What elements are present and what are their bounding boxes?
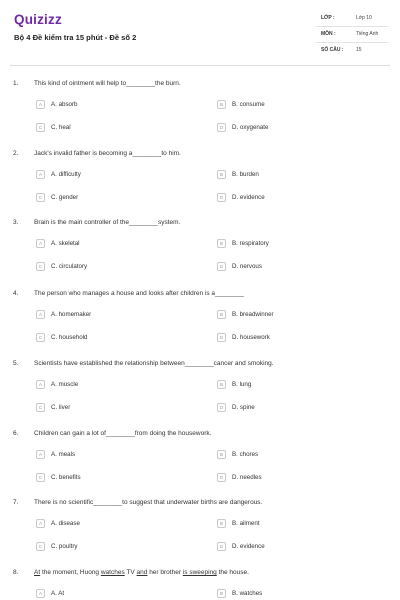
option-text: A. At [51,590,65,597]
option-letter-badge: D [217,193,226,202]
test-title: Bộ 4 Đề kiểm tra 15 phút - Đề số 2 [14,33,137,42]
option-letter-badge: C [36,262,45,271]
option-text: B. ailment [232,520,260,527]
header-divider [10,65,390,66]
option-letter-badge: A [36,589,45,598]
question-1 [0,80,400,150]
meta-value: 15 [356,47,362,53]
option-text: D. needles [232,474,262,481]
question-text: The person who manages a house and looks after children is a________ [34,290,244,297]
question-3 [0,219,400,289]
option-text: B. burden [232,171,259,178]
option-text: D. evidence [232,194,265,201]
question-6 [0,430,400,500]
option-letter-badge: C [36,473,45,482]
option-letter-badge: B [217,310,226,319]
option-letter-badge: A [36,239,45,248]
option-text: C. benefits [51,474,81,481]
option-letter-badge: B [217,239,226,248]
option-letter-badge: C [36,333,45,342]
underlined-word: At [34,569,41,576]
question-text [34,569,249,576]
option-letter-badge: C [36,403,45,412]
question-text: Children can gain a lot of________from doing the housework. [34,430,212,437]
option-text: B. chores [232,451,259,458]
option-text: A. homemaker [51,311,92,318]
option-letter-badge: B [217,170,226,179]
question-7 [0,499,400,569]
option-text: C. poultry [51,543,78,550]
meta-value: Lớp 10 [356,15,372,21]
option-letter-badge: D [217,262,226,271]
meta-row-count [316,43,388,59]
option-text: A. absorb [51,101,78,108]
question-text-part: the moment, Huong [40,569,101,576]
option-letter-badge: C [36,542,45,551]
quizizz-logo: Quizizz [14,12,62,27]
option-text: B. breadwinner [232,311,274,318]
option-text: A. difficulty [51,171,81,178]
question-text-part: her brother [147,569,183,576]
question-number: 1. [13,80,19,87]
question-number: 7. [13,499,19,506]
question-2 [0,150,400,220]
meta-table [316,11,388,59]
meta-label: MÔN : [321,31,336,37]
option-text: D. housework [232,334,270,341]
option-text: A. muscle [51,381,79,388]
option-letter-badge: D [217,473,226,482]
option-text: C. household [51,334,88,341]
question-text: This kind of ointment will help to________the burn. [34,80,181,87]
underlined-word: watches [100,569,125,576]
question-text: Brain is the main controller of the________system. [34,219,181,226]
question-5 [0,360,400,430]
option-text: C. circulatory [51,263,88,270]
option-letter-badge: B [217,380,226,389]
question-number: 2. [13,150,19,157]
question-number: 3. [13,219,19,226]
option-letter-badge: A [36,519,45,528]
option-letter-badge: A [36,100,45,109]
option-letter-badge: D [217,403,226,412]
question-number: 8. [13,569,19,576]
option-letter-badge: B [217,100,226,109]
option-text: A. disease [51,520,80,527]
option-text: B. respiratory [232,240,269,247]
option-text: D. oxygenate [232,124,269,131]
option-letter-badge: B [217,519,226,528]
question-number: 6. [13,430,19,437]
option-text: B. watches [232,590,263,597]
meta-label: SỐ CÂU : [321,47,344,53]
option-letter-badge: A [36,310,45,319]
option-letter-badge: A [36,450,45,459]
option-letter-badge: B [217,450,226,459]
question-number: 5. [13,360,19,367]
underlined-word: is sweeping [182,569,217,576]
option-text: A. meals [51,451,76,458]
worksheet-header [0,0,400,70]
meta-value: Tiếng Anh [356,31,379,37]
question-text: Jack's invalid father is becoming a________to him. [34,150,181,157]
option-letter-badge: C [36,193,45,202]
option-text: B. lung [232,381,252,388]
option-text: D. nervous [232,263,262,270]
option-text: B. consume [232,101,265,108]
meta-label: LỚP : [321,15,335,21]
option-text: A. skeletal [51,240,80,247]
question-text: There is no scientific________to suggest that underwater births are dangerous. [34,499,263,506]
option-letter-badge: D [217,333,226,342]
question-8 [0,569,400,600]
meta-row-grade [316,11,388,27]
meta-row-subject [316,27,388,43]
question-4 [0,290,400,360]
option-letter-badge: C [36,123,45,132]
question-text-part: the house. [216,569,249,576]
underlined-word: and [136,569,148,576]
option-text: C. heal [51,124,71,131]
option-letter-badge: A [36,170,45,179]
question-text-part: TV [124,569,137,576]
option-letter-badge: A [36,380,45,389]
option-text: C. gender [51,194,79,201]
option-text: D. spine [232,404,255,411]
question-number: 4. [13,290,19,297]
option-letter-badge: D [217,123,226,132]
option-text: D. evidence [232,543,265,550]
option-letter-badge: D [217,542,226,551]
question-text: Scientists have established the relationship between________cancer and smoking. [34,360,274,367]
option-letter-badge: B [217,589,226,598]
option-text: C. liver [51,404,71,411]
